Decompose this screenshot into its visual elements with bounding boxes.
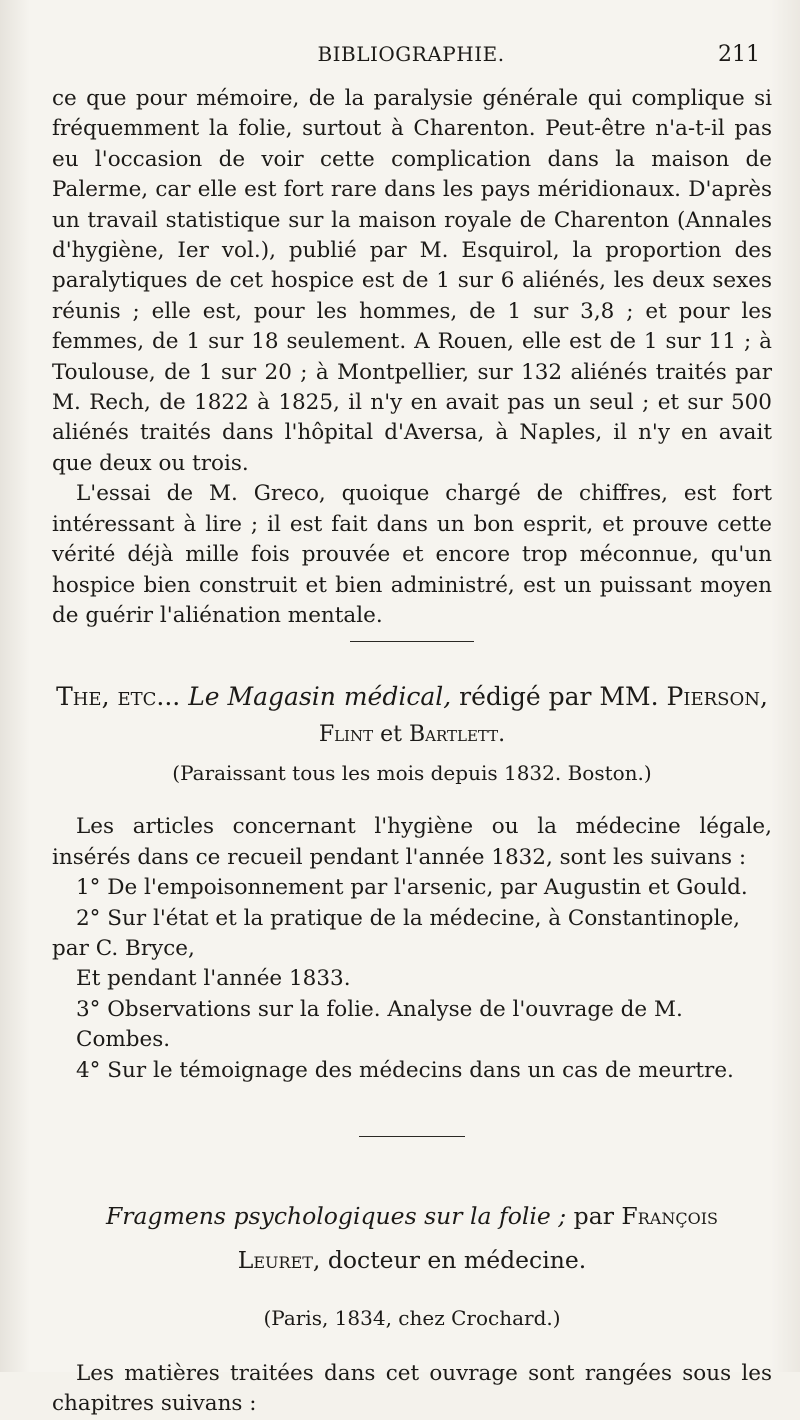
title-prefix: The, etc... bbox=[56, 682, 189, 712]
list-item: 2° Sur l'état et la pratique de la médecine, à Constantinople, bbox=[76, 905, 741, 931]
separator-rule bbox=[350, 641, 474, 642]
page-body bbox=[52, 84, 772, 1420]
entry-title-fragmens bbox=[52, 1197, 772, 1235]
author-last-name: Leuret, bbox=[237, 1245, 321, 1274]
author-bartlett: Bartlett. bbox=[408, 722, 506, 748]
year-line: Et pendant l'année 1833. bbox=[76, 966, 351, 992]
list-item-continuation: par C. Bryce, bbox=[52, 935, 195, 961]
publication-info: (Paraissant tous les mois depuis 1832. Boston.) bbox=[172, 761, 652, 786]
list-item: 1° De l'empoisonnement par l'arsenic, par Augustin et Gould. bbox=[76, 875, 748, 901]
author-join: et bbox=[373, 722, 409, 748]
chapters-intro: Les matières traitées dans cet ouvrage sont rangées sous les chapitres suivans : bbox=[52, 1360, 772, 1417]
entry-author-line bbox=[52, 1241, 772, 1279]
list-item: 3° Observations sur la folie. Analyse de l'ouvrage de M. Combes. bbox=[76, 996, 683, 1053]
paragraph-paralysie: ce que pour mémoire, de la paralysie générale qui complique si fréquemment la folie, surtout à Charenton. Peut-être n'a-t-il pas eu l'occasion de voir cette complication dans la maison de Palerme, car elle est fort rare dans les pays méridionaux. D'après un travail statistique sur la maison royale de Charenton (Annales d'hygiène, Ier vol.), publié par M. Esquirol, la proportion des paralytiques de cet hospice est de 1 sur 6 aliénés, les deux sexes réunis ; elle est, pour les hommes, de 1 sur 3,8 ; et pour les femmes, de 1 sur 18 seulement. A Rouen, elle est de 1 sur 11 ; à Toulouse, de 1 sur 20 ; à Montpellier, sur 132 aliénés traités par M. Rech, de 1822 à 1825, il n'y en avait pas un seul ; et sur 500 aliénés traités dans l'hôpital d'Aversa, à Naples, il n'y en avait que deux ou trois. bbox=[52, 86, 772, 476]
publication-info: (Paris, 1834, chez Crochard.) bbox=[263, 1305, 561, 1330]
author-pierson: Pierson, bbox=[666, 682, 768, 712]
list-item: 4° Sur le témoignage des médecins dans un cas de meurtre. bbox=[76, 1057, 734, 1083]
author-first-name: François bbox=[621, 1201, 718, 1230]
paragraph-greco: L'essai de M. Greco, quoique chargé de chiffres, est fort intéressant à lire ; il est fait dans un bon esprit, et prouve cette vérité déjà mille fois prouvée et encore trop méconnue, qu'un hospice bien construit et bien administré, est un puissant moyen de guérir l'aliénation mentale. bbox=[52, 481, 772, 628]
entry-title-magasin bbox=[52, 678, 772, 716]
separator-rule bbox=[359, 1136, 465, 1137]
author-flint: Flint bbox=[318, 722, 374, 748]
articles-intro: Les articles concernant l'hygiène ou la médecine légale, insérés dans ce recueil pendant l'année 1832, sont les suivans : bbox=[52, 814, 772, 870]
book-title: Fragmens psychologiques sur la folie ; bbox=[106, 1201, 567, 1230]
running-title: BIBLIOGRAPHIE. bbox=[317, 42, 505, 66]
page-number: 211 bbox=[718, 42, 760, 67]
title-mid: par bbox=[566, 1201, 622, 1230]
entry-authors-line bbox=[52, 716, 772, 754]
journal-title: Le Magasin médical, bbox=[188, 682, 452, 712]
title-mid: rédigé par MM. bbox=[451, 682, 667, 712]
page-header bbox=[52, 42, 770, 76]
author-title: docteur en médecine. bbox=[320, 1245, 587, 1274]
